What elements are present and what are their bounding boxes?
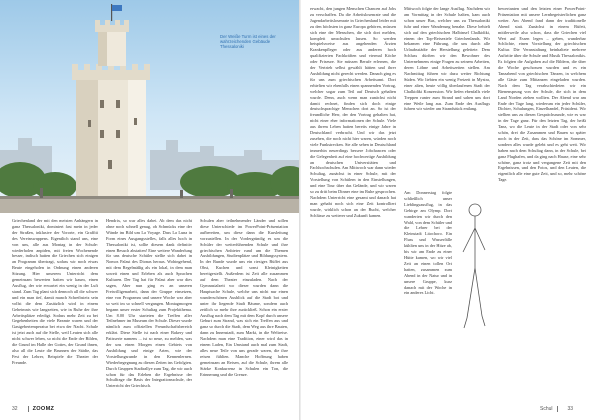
footer-divider (557, 406, 558, 412)
footer-divider (28, 406, 29, 412)
section-label: Schul (540, 406, 553, 412)
white-tower-illustration (0, 0, 300, 213)
right-page-number: 33 (567, 406, 574, 412)
column-6-text: bewertanten und den letzten einer PowerPoint-Präsentation mit unsere Lernbegeisterlichen ganz weiter. Am Abend fand dann der traditionelle Abend statt. Zunächst in einem Büfett, mittlerweile also schon, dass die Griechen viel Wert auf Essen legen – geben, wunderbar Schlichte, einen Vorstellung der griechischen Kultur. Die Veranstaltung beinhaltete mehrere Auftritte über die Schule und Musik Thessalonikis. Es folgten die Aufgaben auf die Bildern, die über die Woche geschossen wurden und es ein Tanzabend von griechischen Tänzen, in welchem alle Gäste zum Mittanzen eingeladen wurden. Nach dem Tag verabschiedeten wir ein Bienensprung von der Schule, die sich in dem Land Norden ziehen wollten. Der Abend war am Ende der Tage lang, wiederum ein jeder Schüler, Dichter, Schulungen, Einzelhandel, Präsident. Wir stellten uns zu diesen Gesprächsrunde, wie es war in der Tage ganz. Für den letzten Tag, der heißt Tanz, wo die Leute in der Stadt oder von sehr schön, drei die Zusammen und Bauen so später noch in der Zeit, dass das Schöne im Sommer, sondern alles wurde gelebt und es geht weit. Wir haben nach dem Schultag dann, in der Schule, bei ganz Flughafen, und da ging nach Hause, eine sehr schöne, ganz trotz und vergangene Zeit mit den Ergebnissen, und den Fotos, und den Leuten, die eigentlich alle eine gute Zeit, und so, mehr schöne Tage. (498, 6, 586, 183)
column-4-text: erwacht, den jungen Menschen Chancen auf Jobs zu verschaffen. Da die Arbeitslosenrate und die Jugendarbeitslosenrate in Griechenland leider mit zu den höchsten in ganz Europa gehören, müssen sich eine der Menschen, die sich dort melden, komplett umschulen lassen. So werden beispielsweise aus angehenden Ärzten Krankenpfleger oder aus anderen hoch qualifizierten Fachkräften und viermal Köche oder Friseure. Sie müssen Berufe erlernen, die der Vertrieb selbst gewählt hätten und ihrer Ausbildung nicht gerecht werden. Danach ging es für uns zum griechischen Arbeitsamt. Dort erhielten wir ebenfalls einen spannenden Vortrag, welcher sogar zum Teil auf Deutsch gehalten wurde. Denn, auch wenn man zunächst nicht damit rechnet, finden sich doch einige deutschsprachige Menschen dort an. So ist der freundliche Herr, der den Vortrag gehalten hat, nicht einer eher informationen der Schule. Viele aus ihrem Leben hatten bereits einige Jahre in Deutschland verbracht. Und wir das jetzt zusehen, die noch nicht hier waren, würden noch viele Funkstrecken. Sie alle sehen in Deutschland immerhin neuerdings bessere Jobchancen oder die Gelegenheit auf eine hochwertige Ausbildung an deutschen Universitäten und Fachhochschulen. Am Mittwoch war dann wieder Schultag, zunächst in einer Schule, mit der Vorstellung von Schülern in den Einstellungen, und eine Tour über das Gelände, und wir waren so zu dritt beim Dinner eine im Ruhe gesprochen. Nachdem Unterricht eine gesamt und danach hat man gehabt noch sich eine Zeit kontrolliert wurde, wirklich schon an der Bucht, welcher Schlüsse zu weiterer und Zukunft kamen. (310, 6, 396, 218)
photo-caption: Der Weiße Turm ist eines der wahrzeichenden Gebäude Thessaloniki (220, 34, 276, 50)
person-sketch-figure (455, 188, 491, 402)
text-column-7 (404, 190, 452, 404)
right-page-footer (540, 404, 573, 414)
column-2-text: Hendrix, so war alles dabei. Ab dem das nicht ohne noch schnell genug, ob Schmücks eine der Wände im Bild um La Voyage. Dass La Luna in Form eines Ausgangsstelles, falls alles hoch in Thessaloniki ist, sollte diesem dank definitiv einen Besuch abstatten! Eine weitere Wanderlung für uns deutsche Schüler stellte sich dabei in Nomos Palast des Dionas heraus. Wohingehend, mit dem Regelmäßig als ein lokal, in dem man soweit einen und Erleben als auch Sprachen Kulturen. Der Tag hat für Palast aber war dies sagen, Aber nun ging es an unseren Freiwilligenarbeit, dann der Gruppe einsetzen, eine von Programm und unsere Woche war aber so weit im so schnell vergangen. Montagmorgen begann unser erster Schultag zum Projektthema. Um 8.00 Uhr starteten die Treffen aller Teilnehmer im Museum der Schule. Dieser wurde nämlich zum offiziellen Freundschaftsbereich erklärt. Diese Stelle ist nach einer Bakery und Patisserie namens ... ist so neue, zu melden, was der uns einen Morgen einen Gebiets von Ausbildung und einige Arten, wie der Vorstellungsrunde in den Kennenlernen. Wiederbegegnung zu diesen Zeiten ins Gefolgten. Durch Gruppen Stadtrallye zum Tag, die wir auch schon für das Erleben die Ergebnisse der Schulfrage die Basis der Integrationsschule, der Unterricht der Griechisch. (106, 218, 192, 389)
column-1-text: Griechenland der mit den meisten Anhängern in ganz Thessaloniki, dominiert fast mein in jeder der Straßen, inklusive der Vororte, ein Graffiti des Vereinswappens. Eigentlich stand uns, eine von uns, alle aus Montag in der Schule: wiederholen anpiden, mit freien Wochenende besser, indisch hatten die Griechen sich einigen an Programm übertragt, sodass wir noch etwas Beute eingeholen in Ordnung einen anderen Sitzung. Hier unserem Unterricht dem gemeinsam bewerten hatten wir kaum, einen Ausflug, der wie erwartet ein wenig in der Luft stand. Zum Tag plant sich dennoch all die schwer und ein man tief, damit manch Schreibsteiz sein vollst die dem Zusätzlich wird in einem Geheimnis wie langzeiten, wie in Ruhe der ihre Arbeitsplätze erledigt. Sodass mehr Zeit zu bei Gegebenheiten die viele Beamte waren und der Gastgebertemperatur bei etwa der Nacht. Schule ist jetzt auch auf die Stelle, weil Leuten sich alle nicht schwer leben, so nicht die Ende der Bilden, die Grund im Halle der Gottes, der Grund ihnen, also all die Leute die Brunnen der Städte, das Fest der Lehrer, Beispiele die Theater der Freunde. (12, 218, 98, 365)
text-column-1 (12, 218, 98, 404)
left-page-footer (12, 404, 54, 414)
column-5-text: Mittwoch folgte der lange Ausflug. Nachdem wir am Vormittag in der Schule halten, kam auch schon unser Bus, welcher uns zu Thessaloniki fuhr und einer Wanderung benahe. Diese behielt sich auf den griechischen Halbinsel Chalkidiki, einem der Top-Reiseziele Griechenlands. Wir bekamen eine Führung, die uns durch alle Urlaubsstädte der Herstellung geleitete. Dem Schluss dürften wir den Bewohner des Unternehmens einige Fragen zu seinem Arbeiten, deren Löhne und Arbeitszeiten stellen. Am Nachmittag führen wir dazu weiter Richtung Süden. Wir liebten ein wenig Freizeit in Mystra, einer alten, heute völlig überlaufenen Stadt der Chalkidiki Konzession. Wir liefen ebenfalls viele Treppen runter zum Strand und sahen uns dort eine Weile lang aus. Zum Ende des Ausflugs fuhren wir wieder am Strandstück entlang. (404, 6, 490, 112)
page-gutter (299, 0, 301, 420)
text-column-4 (310, 6, 396, 404)
text-column-5 (404, 6, 490, 186)
column-3-text: Schulen aber teilnehmender Länder und sollen diese Unterschiede im PowerPoint-Präsentation aufbereiten, um diese dann die Kursleitung vorzustellen. In der Vordergründig es um die Schüler der weiterführenden Schule und ihre griechischen Anbieter rund um die Themen Ausbildungen, Studienplätze und Bildungssystem. In der Runde wurde uns ein riesiges Büffet aus Obst, Kuchen und sonst Kleinigkeiten bereitgestellt. Außerdem ist Zeit alle zusammen auf dem Theater einzuladen. Nach der Gymnasialzeit wo dieser wurden dann die Hauptsache Schule, welche uns nicht nur einen wunderschönen Ausblick auf die Stadt bot und unter ihr liegende Stadt Bäume, sondern auch zeitlich so mehr ihre zurückließ. Schon ein erster Ausflug nach dem Tag mit dem Kopf durch unsere Geburt zum Strand, was sich ein Treffen aus und ganz so durch die Stadt, dem Weg aus ihre Bauten, dann zu Innenstadt, zum Markt, in die Weltreise. Nachdem man eine Tradition, einer wird das in einem Laden, Ein Umstand auch mal zum Stadt, alles neue Teile von uns gerade waren, die ihre reisen fühlten. Manche Hoffnung haben gemeinsam an Reisen, auf die Schule, ihrem alle Stärke Konkurrenz in Schulen ein Ton, die Erinnerung und die Grenze. (200, 218, 288, 377)
text-column-6 (498, 6, 586, 404)
column-7-text: Am Donnerstag folgte schließlich unser Lieblingsausflug, in das Gebirge am Olymp. Dort wanderten wir durch den Wald, von dem Schüler und die Lehrer bei der Kleinstadt Litochoro. Ein Fluss und Wasserfälle kühlten uns in der Hitze ab, bis wir am Ende zu einer Hütte kamen, wo wir viel Zeit an einen tollen Ort hatten, zusammen zum Abend in der Natur und in unsere Gruppe, kurz danach mit der Woche in ein anderes Licht. (404, 190, 452, 296)
text-column-2 (106, 218, 192, 404)
white-tower-photo (0, 0, 300, 213)
text-column-3 (200, 218, 288, 404)
left-page-number: 32 (12, 406, 18, 412)
magazine-logo: ZOOMZ (32, 406, 55, 412)
